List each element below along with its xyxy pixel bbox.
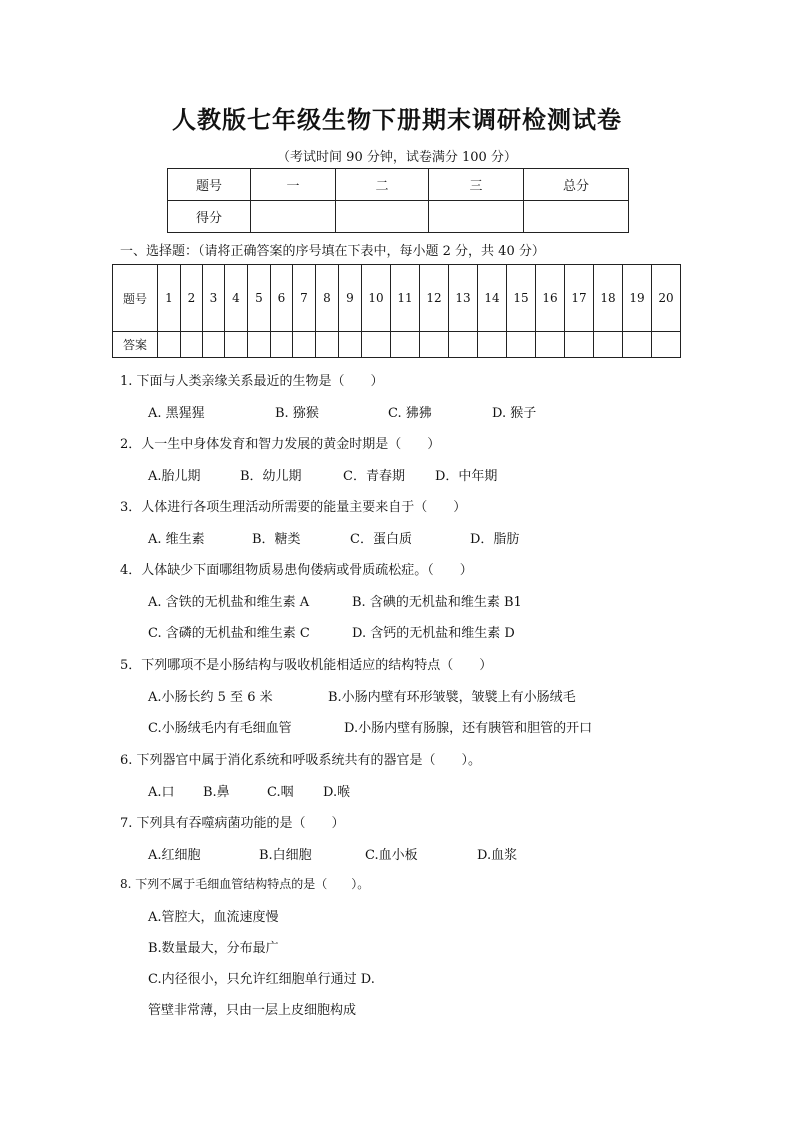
- question-number-cell: 18: [594, 265, 623, 332]
- option: B.小肠内壁有环形皱襞，皱襞上有小肠绒毛: [328, 690, 576, 705]
- question-number-cell: 10: [362, 265, 391, 332]
- question-number-cell: 8: [316, 265, 339, 332]
- option: C.咽: [267, 785, 294, 800]
- question-number-cell: 20: [652, 265, 681, 332]
- question-stem: 4．人体缺少下面哪组物质易患佝偻病或骨质疏松症。（ ）: [120, 563, 473, 578]
- option: C.小肠绒毛内有毛细血管: [148, 721, 292, 736]
- question-stem: 8. 下列不属于毛细血管结构特点的是（ ）。: [120, 877, 370, 891]
- question-number-cell: 7: [293, 265, 316, 332]
- score-row-label: 得分: [168, 201, 251, 233]
- question-number-cell: 14: [478, 265, 507, 332]
- answer-row-label: 答案: [113, 332, 158, 358]
- question-stem: 1. 下面与人类亲缘关系最近的生物是（ ）: [120, 374, 384, 389]
- option: B. 猕猴: [275, 406, 319, 421]
- answer-cell[interactable]: [478, 332, 507, 358]
- answer-cell[interactable]: [203, 332, 225, 358]
- option: D. 含钙的无机盐和维生素 D: [352, 626, 515, 641]
- exam-info: （考试时间 90 分钟，试卷满分 100 分）: [277, 150, 517, 165]
- answer-cell[interactable]: [594, 332, 623, 358]
- option: D. 猴子: [492, 406, 537, 421]
- question-number-cell: 9: [339, 265, 362, 332]
- option: C．青春期: [343, 469, 405, 484]
- question-stem: 6. 下列器官中属于消化系统和呼吸系统共有的器官是（ ）。: [120, 753, 482, 768]
- question-stem: 7. 下列具有吞噬病菌功能的是（ ）: [120, 816, 345, 831]
- score-header-label: 题号: [168, 169, 251, 201]
- option: B．糖类: [252, 532, 301, 547]
- option: D.喉: [323, 785, 351, 800]
- answer-cell[interactable]: [158, 332, 181, 358]
- option: B.白细胞: [259, 848, 312, 863]
- question-number-cell: 13: [449, 265, 478, 332]
- option: A.小肠长约 5 至 6 米: [148, 690, 273, 705]
- option: C. 狒狒: [388, 406, 432, 421]
- option: C．蛋白质: [350, 532, 412, 547]
- option: A. 含铁的无机盐和维生素 A: [148, 595, 310, 610]
- score-cell[interactable]: [524, 201, 629, 233]
- question-number-cell: 11: [391, 265, 420, 332]
- answer-cell[interactable]: [248, 332, 271, 358]
- answer-cell[interactable]: [339, 332, 362, 358]
- answer-cell[interactable]: [507, 332, 536, 358]
- option: A. 维生素: [148, 532, 205, 547]
- answer-cell[interactable]: [293, 332, 316, 358]
- option: B.数量最大，分布最广: [148, 941, 279, 956]
- question-number-cell: 19: [623, 265, 652, 332]
- question-number-cell: 3: [203, 265, 225, 332]
- question-number-cell: 15: [507, 265, 536, 332]
- score-header-part1: 一: [251, 169, 336, 201]
- answer-row-label: 题号: [113, 265, 158, 332]
- option: A.胎儿期: [148, 469, 201, 484]
- score-header-total: 总分: [524, 169, 629, 201]
- answer-cell[interactable]: [225, 332, 248, 358]
- option: D.血浆: [477, 848, 518, 863]
- option: A.口: [148, 785, 175, 800]
- score-cell[interactable]: [336, 201, 429, 233]
- option: C.血小板: [365, 848, 418, 863]
- option: D．中年期: [435, 469, 498, 484]
- option: A.红细胞: [148, 848, 201, 863]
- option: B．幼儿期: [240, 469, 302, 484]
- question-number-cell: 2: [181, 265, 203, 332]
- question-stem: 2．人一生中身体发育和智力发展的黄金时期是（ ）: [120, 437, 441, 452]
- page-title: 人教版七年级生物下册期末调研检测试卷: [172, 105, 622, 134]
- score-header-part2: 二: [336, 169, 429, 201]
- answer-cell[interactable]: [181, 332, 203, 358]
- answer-cell[interactable]: [449, 332, 478, 358]
- question-number-cell: 1: [158, 265, 181, 332]
- option: A. 黑猩猩: [148, 406, 205, 421]
- answer-cell[interactable]: [391, 332, 420, 358]
- option: B. 含碘的无机盐和维生素 B1: [352, 595, 522, 610]
- option: C.内径很小，只允许红细胞单行通过 D.: [148, 972, 375, 987]
- option: B.鼻: [203, 785, 230, 800]
- answer-cell[interactable]: [536, 332, 565, 358]
- section-heading: 一、选择题：（请将正确答案的序号填在下表中，每小题 2 分，共 40 分）: [120, 244, 545, 259]
- answer-cell[interactable]: [271, 332, 293, 358]
- question-number-cell: 4: [225, 265, 248, 332]
- answer-cell[interactable]: [652, 332, 681, 358]
- question-number-cell: 5: [248, 265, 271, 332]
- score-table: [167, 168, 629, 233]
- score-header-part3: 三: [429, 169, 524, 201]
- option: 管壁非常薄，只由一层上皮细胞构成: [148, 1003, 357, 1018]
- option: C. 含磷的无机盐和维生素 C: [148, 626, 310, 641]
- score-cell[interactable]: [429, 201, 524, 233]
- answer-cell[interactable]: [362, 332, 391, 358]
- option: D．脂肪: [470, 532, 520, 547]
- option: A.管腔大，血流速度慢: [148, 910, 279, 925]
- question-stem: 5．下列哪项不是小肠结构与吸收机能相适应的结构特点（ ）: [120, 658, 493, 673]
- answer-cell[interactable]: [316, 332, 339, 358]
- question-number-cell: 12: [420, 265, 449, 332]
- answer-cell[interactable]: [420, 332, 449, 358]
- question-number-cell: 16: [536, 265, 565, 332]
- answer-table: [112, 264, 681, 358]
- question-number-cell: 17: [565, 265, 594, 332]
- option: D.小肠内壁有肠腺，还有胰管和胆管的开口: [344, 721, 593, 736]
- question-number-cell: 6: [271, 265, 293, 332]
- question-stem: 3．人体进行各项生理活动所需要的能量主要来自于（ ）: [120, 500, 467, 515]
- answer-cell[interactable]: [623, 332, 652, 358]
- score-cell[interactable]: [251, 201, 336, 233]
- answer-cell[interactable]: [565, 332, 594, 358]
